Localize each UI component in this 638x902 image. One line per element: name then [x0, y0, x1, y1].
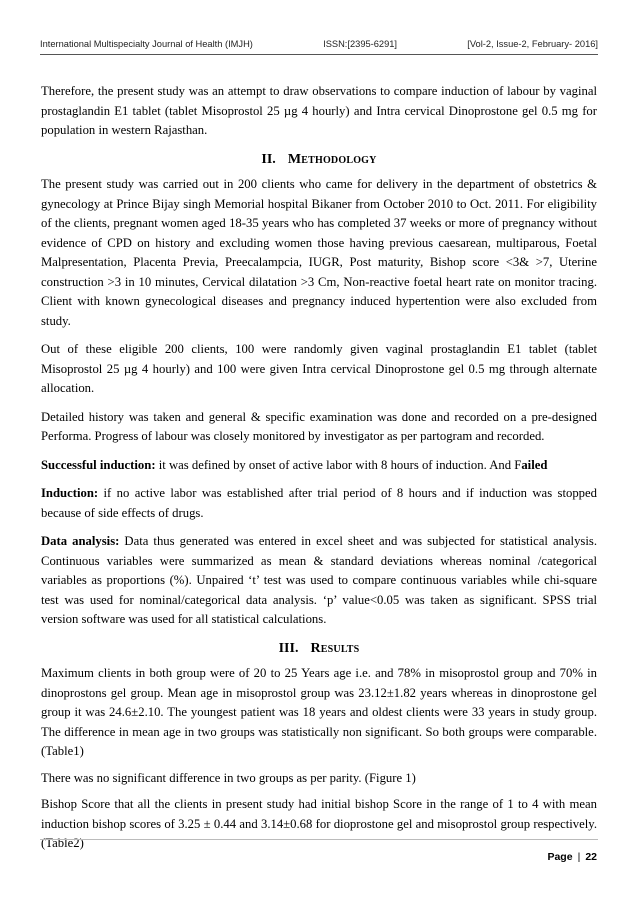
methodology-paragraph-2: Out of these eligible 200 clients, 100 were randomly given vaginal prostaglandin E1 tablet (tablet Misoprostol 25 µg 4 hourly) and 100 were given Intra cervical Dinoprostone gel 0.5 mg through alternate allocation. — [41, 342, 597, 395]
definition-label: Successful induction: — [41, 457, 156, 472]
definition-text: it was defined by onset of active labor with 8 hours of induction. And F — [155, 457, 522, 472]
section-number: III. — [278, 640, 299, 656]
methodology-paragraph-1: The present study was carried out in 200 clients who came for delivery in the department of obstetrics & gynecology at Prince Bijay singh Memorial hospital Bikaner from October 2010 to Oct. 2011. For eligibility of the clients, pregnant women aged 18-35 years who has completed 37 weeks or more of pregnancy without evidence of CPD on history and excluding women those having previous caesarean, multiparous, Foetal Malpresentation, Placenta Previa, Preecalampcia, IUGR, Post maturity, Bishop score <3& >7, Uterine construction >3 in 10 minutes, Cervical dilatation >3 Cm, Non-reactive foetal heart rate on monitor tracing. Client with known gynecological diseases and pregnancy induced hypertention were also excluded from study. — [41, 177, 597, 328]
article-body — [41, 82, 597, 863]
page-number: 22 — [585, 851, 597, 863]
failed-induction-definition — [41, 484, 597, 523]
header-divider — [40, 54, 598, 55]
definition-text: if no active labor was established after trial period of 8 hours and if induction was stopped because of side effects of drugs. — [41, 486, 597, 520]
definition-label: Induction: — [41, 486, 99, 500]
section-title: Results — [310, 640, 360, 656]
intro-paragraph: Therefore, the present study was an attempt to draw observations to compare induction of labour by vaginal prostaglandin E1 tablet (tablet Misoprostol 25 µg 4 hourly) and Intra cervical Dinoprostone gel 0.5 mg for population in western Rajasthan. — [41, 84, 597, 137]
page-label: Page — [547, 851, 573, 863]
issn: ISSN:[2395-6291] — [323, 39, 398, 49]
section-number: II. — [261, 151, 276, 167]
running-header — [40, 39, 598, 49]
definition-text: Data thus generated was entered in excel sheet and was subjected for statistical analysis. Continuous variables were summarized as mean & standard deviations whereas nominal /categorical variables as proportions (%). Unpaired ‘t’ test was used to compare continuous variables while chi-square test was used for nominal/categorical data analysis. ‘p’ value<0.05 was taken as significant. SPSS trial version software was used for all statistical calculations. — [41, 534, 597, 626]
successful-induction-definition — [41, 456, 597, 476]
footer-divider — [40, 839, 598, 840]
journal-title: International Multispecialty Journal of Health (IMJH) — [40, 39, 253, 49]
section-heading-results — [41, 639, 597, 659]
data-analysis-paragraph — [41, 532, 597, 630]
results-paragraph-1: Maximum clients in both group were of 20 to 25 Years age i.e. and 78% in misoprostol group and 70% in dinoprostons gel group. Mean age in misoprostol group was 23.12±1.82 years whereas in dinoprostone gel group it was 24.6±2.10. The youngest patient was 18 years and oldest clients were 33 years in study group. The difference in mean age in two groups was statistically non significant. So both groups were comparable. (Table1) — [41, 666, 597, 758]
results-paragraph-3: Bishop Score that all the clients in present study had initial bishop Score in the range of 1 to 4 with mean induction bishop scores of 3.25 ± 0.44 and 3.14±0.68 for dioprostone gel and misoprostol group respectively. (Table2) — [41, 797, 597, 850]
page-separator: | — [577, 851, 581, 863]
section-title: Methodology — [287, 151, 377, 167]
definition-label-tail: ailed — [521, 457, 548, 472]
section-heading-methodology — [41, 150, 597, 170]
definition-label: Data analysis: — [41, 534, 120, 548]
volume-issue: [Vol-2, Issue-2, February- 2016] — [467, 39, 598, 49]
results-paragraph-2: There was no significant difference in two groups as per parity. (Figure 1) — [41, 770, 416, 785]
methodology-paragraph-3: Detailed history was taken and general & specific examination was done and recorded on a pre-designed Performa. Progress of labour was closely monitored by investigator as per partogram and recorded. — [41, 409, 597, 443]
page-footer — [547, 851, 597, 863]
